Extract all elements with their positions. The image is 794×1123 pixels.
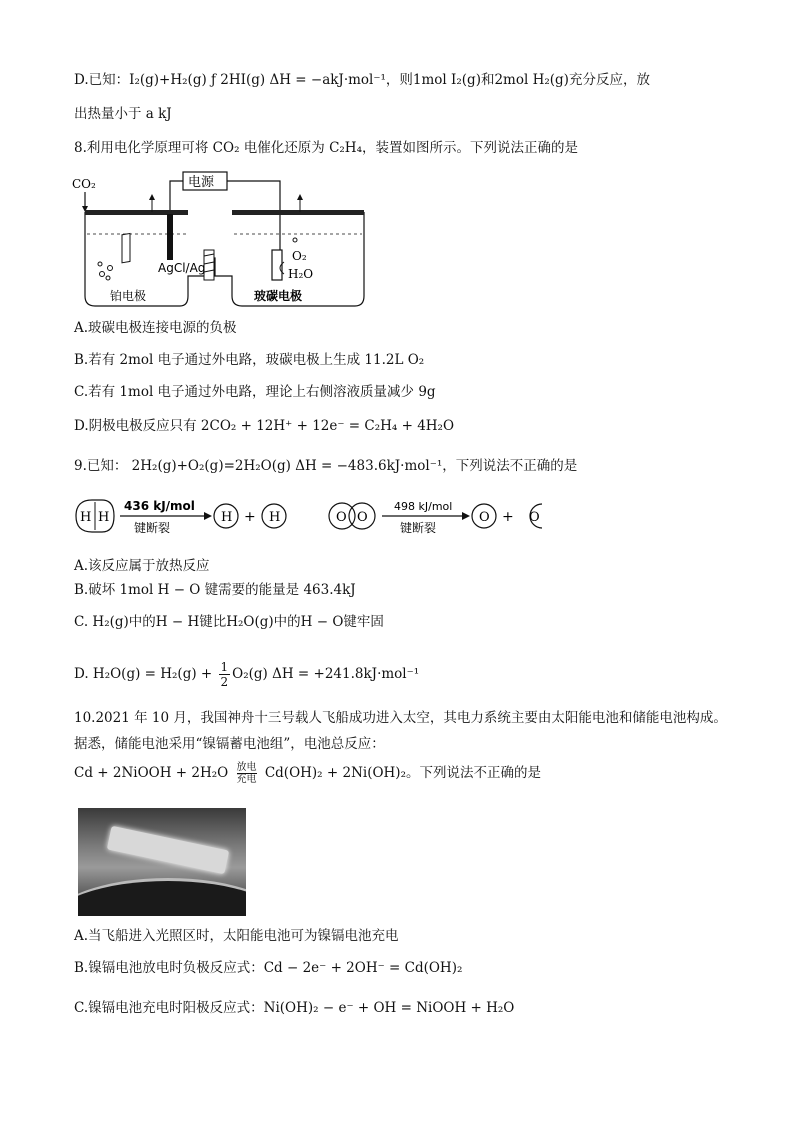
equation-right: Cd(OH)₂ + 2Ni(OH)₂。下列说法不正确的是 [264,765,541,781]
reversible-arrow [237,762,257,785]
question-10-equation [74,762,541,785]
o-atom: O [529,510,540,525]
option-8c: C.若有 1mol 电子通过外电路，理论上右侧溶液质量减少 9g [74,384,436,400]
plus-sign: + [244,509,256,525]
spacecraft-photo [78,808,246,916]
option-8d: D.阴极电极反应只有 2CO₂ + 12H⁺ + 12e⁻ = C₂H₄ + 4H₂O [74,418,455,434]
hh-bond-energy: 436 kJ/mol [124,499,195,513]
h2o-label: H₂O [288,267,314,281]
option-9d [74,660,419,689]
equation-left: Cd + 2NiOOH + 2H₂O [74,765,229,781]
glassy-carbon-label: 玻碳电极 [254,289,303,303]
arrow-top-label: 放电 [236,762,257,773]
o2-label: O₂ [292,249,307,263]
agcl-label: AgCl/Ag [158,261,206,275]
o-atom: O [479,510,490,525]
power-label: 电源 [188,175,215,190]
option-10c: C.镍镉电池充电时阳极反应式：Ni(OH)₂ − e⁻ + OH = NiOOH + H₂O [74,1000,515,1016]
o-atom: O [336,510,347,525]
oo-bond-energy: 498 kJ/mol [394,500,453,513]
bond-energy-diagram [74,492,554,542]
question-10-line1: 10.2021 年 10 月，我国神舟十三号载人飞船成功进入太空，其电力系统主要由太阳能电池和储能电池构成。 [74,710,727,726]
option-10b: B.镍镉电池放电时负极反应式：Cd − 2e⁻ + 2OH⁻ = Cd(OH)₂ [74,960,463,976]
arrow-bottom-label: 充电 [236,774,257,785]
option-9d-post: O₂(g) ΔH = +241.8kJ·mol⁻¹ [232,666,420,682]
option-8a: A.玻碳电极连接电源的负极 [74,320,237,336]
bond-break-label: 键断裂 [134,521,171,535]
fraction-denominator: 2 [220,675,229,689]
option-9c: C. H₂(g)中的H − H键比H₂O(g)中的H − O键牢固 [74,614,384,630]
pt-electrode-label: 铂电极 [110,289,147,303]
option-9a: A.该反应属于放热反应 [74,558,210,574]
option-9d-pre: D. H₂O(g) = H₂(g) + [74,666,217,682]
option-9b: B.破坏 1mol H − O 键需要的能量是 463.4kJ [74,582,356,598]
fraction-numerator: 1 [220,660,229,674]
bond-break-label: 键断裂 [400,521,437,535]
h-atom: H [98,510,110,525]
h-atom: H [80,510,92,525]
question-9: 9.已知： 2H₂(g)+O₂(g)=2H₂O(g) ΔH = −483.6kJ·mol⁻¹，下列说法不正确的是 [74,458,578,474]
h-atom: H [221,510,233,525]
plus-sign: + [502,509,514,525]
text-line: 出热量小于 a kJ [74,106,172,122]
o-atom: O [357,510,368,525]
option-10a: A.当飞船进入光照区时，太阳能电池可为镍镉电池充电 [74,928,399,944]
question-8: 8.利用电化学原理可将 CO₂ 电催化还原为 C₂H₄，装置如图所示。下列说法正确的是 [74,140,578,156]
question-10-line2: 据悉，储能电池采用“镍镉蓄电池组”，电池总反应： [74,736,385,752]
co2-label: CO₂ [72,177,96,191]
option-8b: B.若有 2mol 电子通过外电路，玻碳电极上生成 11.2L O₂ [74,352,425,368]
text-line: D.已知：I₂(g)+H₂(g) ƒ 2HI(g) ΔH = −akJ·mol⁻¹，则1mol I₂(g)和2mol H₂(g)充分反应，放 [74,72,650,88]
electrolysis-diagram [70,168,370,313]
h-atom: H [269,510,281,525]
fraction-half [219,660,231,689]
